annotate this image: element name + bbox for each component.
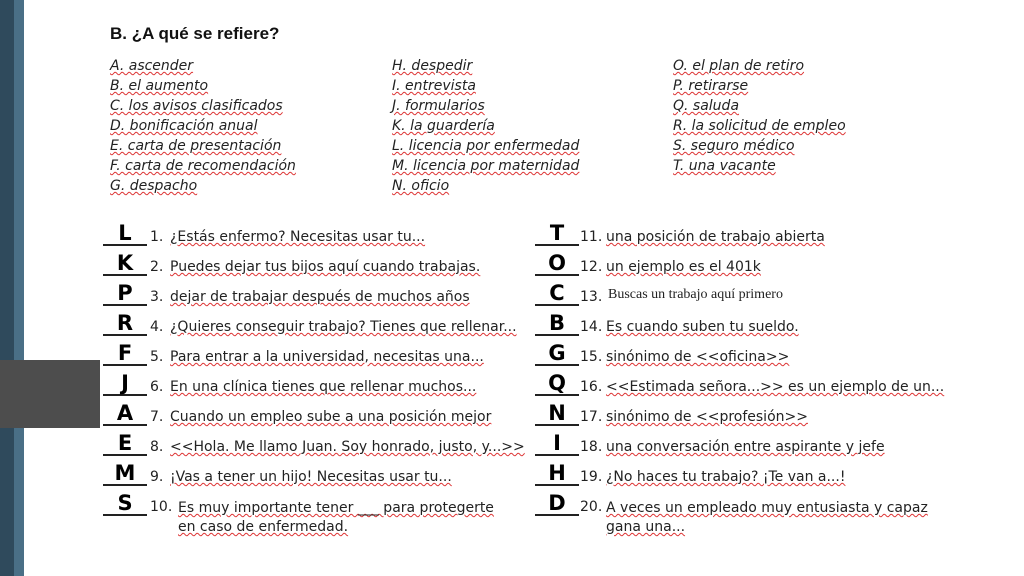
- question-text: Es cuando suben tu sueldo.: [606, 319, 799, 335]
- answer-box[interactable]: E: [103, 430, 147, 456]
- vocab-column-b: [392, 56, 579, 196]
- vocab-item: B. el aumento: [110, 78, 209, 94]
- question-number: 16.: [580, 379, 603, 395]
- answer-box[interactable]: A: [103, 400, 147, 426]
- answer-box[interactable]: Q: [535, 370, 579, 396]
- question-number: 1.: [150, 229, 164, 245]
- question-text: ¿Estás enfermo? Necesitas usar tu...: [170, 229, 426, 245]
- vocab-item: C. los avisos clasificados: [110, 98, 283, 114]
- vocab-item: M. licencia por maternidad: [392, 158, 580, 174]
- vocab-item: N. oficio: [392, 178, 450, 194]
- question-text: ¡Vas a tener un hijo! Necesitas usar tu...: [170, 469, 452, 485]
- question-text: Para entrar a la universidad, necesitas una...: [170, 349, 484, 365]
- question-number: 19.: [580, 469, 603, 485]
- answer-box[interactable]: F: [103, 340, 147, 366]
- answer-box[interactable]: D: [535, 490, 579, 516]
- question-number: 6.: [150, 379, 164, 395]
- answer-box[interactable]: G: [535, 340, 579, 366]
- question-number: 8.: [150, 439, 164, 455]
- question-number: 4.: [150, 319, 164, 335]
- question-number: 12.: [580, 259, 603, 275]
- answer-box[interactable]: L: [103, 220, 147, 246]
- answer-box[interactable]: B: [535, 310, 579, 336]
- question-text: ¿Quieres conseguir trabajo? Tienes que rellenar...: [170, 319, 517, 335]
- answer-box[interactable]: P: [103, 280, 147, 306]
- question-number: 20.: [580, 499, 603, 515]
- question-number: 11.: [580, 229, 603, 245]
- vocab-item: L. licencia por enfermedad: [392, 138, 580, 154]
- side-decoration-block: [0, 360, 100, 428]
- question-number: 17.: [580, 409, 603, 425]
- question-number: 13.: [580, 289, 603, 305]
- answer-box[interactable]: H: [535, 460, 579, 486]
- question-text: una conversación entre aspirante y jefe: [606, 439, 885, 455]
- answer-box[interactable]: K: [103, 250, 147, 276]
- answer-box[interactable]: J: [103, 370, 147, 396]
- vocab-item: S. seguro médico: [673, 138, 795, 154]
- answer-box[interactable]: M: [103, 460, 147, 486]
- question-number: 9.: [150, 469, 164, 485]
- vocab-item: F. carta de recomendación: [110, 158, 296, 174]
- question-text: <<Hola. Me llamo Juan. Soy honrado, justo, y...>>: [170, 439, 525, 455]
- answer-box[interactable]: R: [103, 310, 147, 336]
- question-number: 15.: [580, 349, 603, 365]
- question-text: una posición de trabajo abierta: [606, 229, 825, 245]
- question-text: A veces un empleado muy entusiasta y capaz gana una...: [606, 500, 928, 535]
- question-number: 5.: [150, 349, 164, 365]
- answer-box[interactable]: C: [535, 280, 579, 306]
- question-number: 3.: [150, 289, 164, 305]
- vocab-item: I. entrevista: [392, 78, 476, 94]
- question-text: Es muy importante tener ___ para protegerte en caso de enfermedad.: [178, 500, 494, 535]
- vocab-item: Q. saluda: [673, 98, 740, 114]
- slide-frame-left: [0, 0, 14, 576]
- question-text: <<Estimada señora...>> es un ejemplo de un...: [606, 379, 945, 395]
- question-number: 14.: [580, 319, 603, 335]
- section-heading: B. ¿A qué se refiere?: [110, 24, 280, 43]
- question-number: 10.: [150, 499, 173, 515]
- vocab-column-a: [110, 56, 296, 196]
- question-text: un ejemplo es el 401k: [606, 259, 761, 275]
- vocab-item: O. el plan de retiro: [673, 58, 805, 74]
- question-text: sinónimo de <<oficina>>: [606, 349, 790, 365]
- answer-box[interactable]: S: [103, 490, 147, 516]
- vocab-item: R. la solicitud de empleo: [673, 118, 846, 134]
- question-text: Cuando un empleo sube a una posición mejor: [170, 409, 492, 425]
- question-number: 7.: [150, 409, 164, 425]
- vocab-item: J. formularios: [392, 98, 485, 114]
- question-number: 18.: [580, 439, 603, 455]
- question-text: Puedes dejar tus bijos aquí cuando trabajas.: [170, 259, 481, 275]
- question-text: Buscas un trabajo aquí primero: [608, 287, 783, 302]
- vocab-item: T. una vacante: [673, 158, 776, 174]
- vocab-item: H. despedir: [392, 58, 473, 74]
- answer-box[interactable]: N: [535, 400, 579, 426]
- vocab-column-c: [673, 56, 846, 176]
- answer-box[interactable]: T: [535, 220, 579, 246]
- question-text: dejar de trabajar después de muchos años: [170, 289, 470, 305]
- vocab-item: P. retirarse: [673, 78, 749, 94]
- question-text: En una clínica tienes que rellenar muchos...: [170, 379, 477, 395]
- answer-box[interactable]: I: [535, 430, 579, 456]
- answer-box[interactable]: O: [535, 250, 579, 276]
- vocab-item: G. despacho: [110, 178, 198, 194]
- vocab-item: E. carta de presentación: [110, 138, 282, 154]
- vocab-item: A. ascender: [110, 58, 194, 74]
- vocab-item: D. bonificación anual: [110, 118, 258, 134]
- vocab-item: K. la guardería: [392, 118, 495, 134]
- question-text: sinónimo de <<profesión>>: [606, 409, 808, 425]
- question-number: 2.: [150, 259, 164, 275]
- question-text: ¿No haces tu trabajo? ¡Te van a...!: [606, 469, 846, 485]
- slide-frame-accent: [14, 0, 24, 576]
